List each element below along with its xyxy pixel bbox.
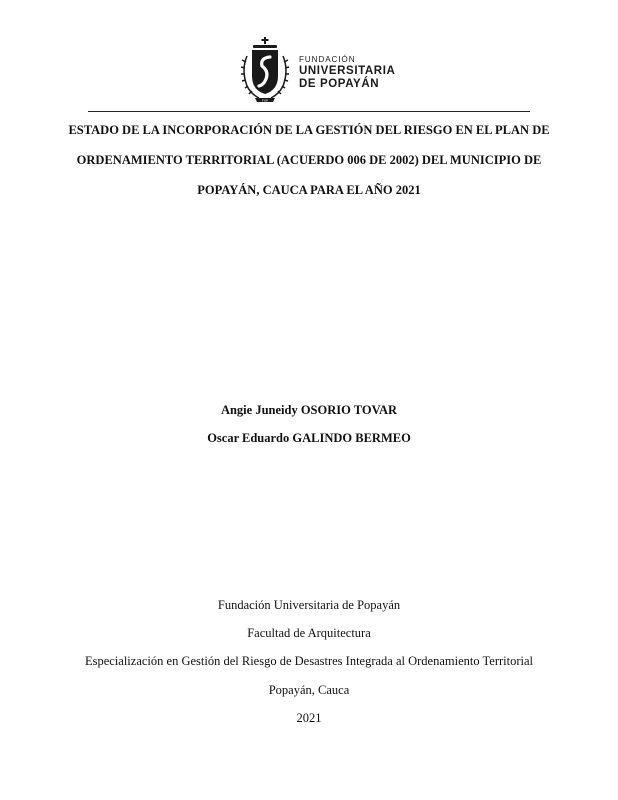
seal-text: FUP bbox=[262, 98, 268, 103]
wordmark-line-1: FUNDACIÓN bbox=[299, 55, 356, 64]
wordmark-line-3: DE POPAYÁN bbox=[299, 78, 380, 90]
document-title-line-3: POPAYÁN, CAUCA PARA EL AÑO 2021 bbox=[197, 183, 421, 197]
author-2: Oscar Eduardo GALINDO BERMEO bbox=[207, 431, 411, 445]
wordmark-line-2: UNIVERSITARIA bbox=[299, 65, 396, 77]
faculty-name: Facultad de Arquitectura bbox=[247, 626, 371, 640]
university-logo bbox=[237, 36, 397, 106]
university-wordmark bbox=[299, 54, 395, 91]
author-1: Angie Juneidy OSORIO TOVAR bbox=[220, 403, 398, 417]
university-name: Fundación Universitaria de Popayán bbox=[217, 598, 401, 612]
document-title-line-1: ESTADO DE LA INCORPORACIÓN DE LA GESTIÓN DEL RIESGO EN EL PLAN DE bbox=[68, 123, 550, 137]
university-emblem-icon bbox=[237, 36, 293, 106]
year: 2021 bbox=[296, 711, 322, 725]
program-name: Especialización en Gestión del Riesgo de Desastres Integrada al Ordenamiento Territorial bbox=[84, 654, 534, 668]
city: Popayán, Cauca bbox=[268, 683, 350, 697]
document-title-line-2: ORDENAMIENTO TERRITORIAL (ACUERDO 006 DE 2002) DEL MUNICIPIO DE bbox=[76, 153, 542, 167]
header-divider bbox=[88, 111, 530, 112]
